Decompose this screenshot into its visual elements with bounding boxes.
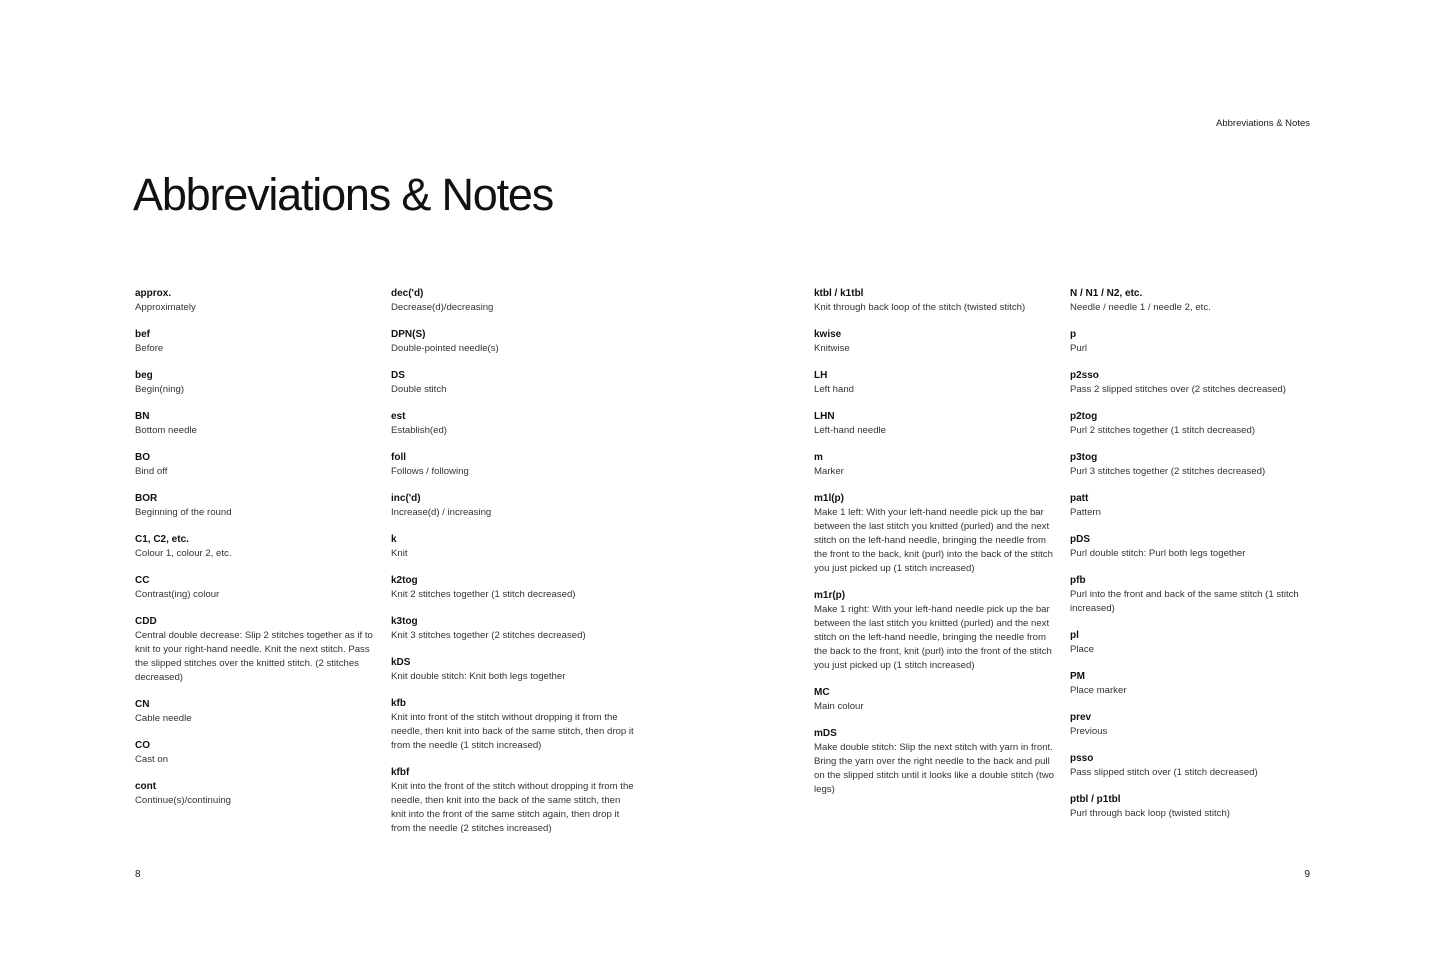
glossary-term: MC: [814, 687, 830, 698]
glossary-description: Approximately: [135, 302, 196, 313]
glossary-entry: [814, 369, 1058, 397]
page-title: Abbreviations & Notes: [133, 169, 554, 220]
glossary-term: est: [391, 411, 406, 422]
glossary-term: pfb: [1070, 575, 1086, 586]
glossary-description: Begin(ning): [135, 384, 185, 395]
glossary-entry: [135, 615, 385, 685]
abbreviation-column-3: [814, 287, 1058, 810]
glossary-description: Purl: [1070, 343, 1088, 354]
glossary-term: pl: [1070, 630, 1079, 641]
glossary-entry: [391, 287, 635, 315]
glossary-entry: [1070, 328, 1315, 356]
glossary-entry: [1070, 670, 1315, 698]
glossary-description: Cast on: [135, 754, 169, 765]
glossary-entry: [135, 780, 385, 808]
glossary-entry: [1070, 369, 1315, 397]
glossary-term: CC: [135, 575, 150, 586]
glossary-entry: [1070, 752, 1315, 780]
glossary-description: Pattern: [1070, 507, 1101, 518]
glossary-entry: [391, 766, 635, 836]
glossary-description: Continue(s)/continuing: [135, 795, 231, 806]
glossary-description: Pass slipped stitch over (1 stitch decreased): [1070, 767, 1258, 778]
glossary-description: Left-hand needle: [814, 425, 887, 436]
glossary-term: k3tog: [391, 616, 418, 627]
glossary-entry: [135, 328, 385, 356]
glossary-term: BOR: [135, 493, 158, 504]
glossary-description: Follows / following: [391, 466, 469, 477]
glossary-entry: [391, 656, 635, 684]
glossary-entry: [135, 574, 385, 602]
glossary-term: BN: [135, 411, 150, 422]
abbreviation-column-2: [391, 287, 635, 849]
glossary-term: m1r(p): [814, 590, 846, 601]
glossary-term: m1l(p): [814, 493, 844, 504]
glossary-term: p2sso: [1070, 370, 1099, 381]
glossary-term: dec('d): [391, 288, 424, 299]
glossary-term: approx.: [135, 288, 172, 299]
glossary-term: DPN(S): [391, 329, 426, 340]
glossary-entry: [814, 492, 1058, 576]
glossary-term: CO: [135, 740, 150, 751]
glossary-description: Knit 2 stitches together (1 stitch decreased): [391, 589, 576, 600]
glossary-entry: [1070, 711, 1315, 739]
glossary-description: Place: [1070, 644, 1094, 655]
glossary-entry: [814, 727, 1058, 797]
glossary-description: Marker: [814, 466, 844, 477]
glossary-entry: [391, 451, 635, 479]
page-number-left: 8: [135, 869, 141, 880]
glossary-description: Colour 1, colour 2, etc.: [135, 548, 232, 559]
glossary-description: Bind off: [135, 466, 168, 477]
glossary-description: Beginning of the round: [135, 507, 232, 518]
glossary-term: LH: [814, 370, 828, 381]
glossary-term: PM: [1070, 671, 1085, 682]
glossary-entry: [135, 698, 385, 726]
glossary-description: Knit double stitch: Knit both legs together: [391, 671, 566, 682]
glossary-description: Knit 3 stitches together (2 stitches decreased): [391, 630, 586, 641]
glossary-entry: [391, 574, 635, 602]
glossary-entry: [1070, 287, 1315, 315]
glossary-entry: [391, 492, 635, 520]
glossary-term: k: [391, 534, 397, 545]
glossary-term: kDS: [391, 657, 411, 668]
glossary-entry: [1070, 451, 1315, 479]
glossary-description: Central double decrease: Slip 2 stitches together as if to knit to your right-hand needle. Knit the next stitch. Pass the slipped stitches over the knitted stitch. (2 stitches decreased): [135, 630, 373, 683]
abbreviation-column-1: [135, 287, 385, 821]
glossary-entry: [814, 287, 1058, 315]
glossary-entry: [1070, 629, 1315, 657]
glossary-description: Knit through back loop of the stitch (twisted stitch): [814, 302, 1026, 313]
glossary-entry: [135, 369, 385, 397]
glossary-entry: [1070, 793, 1315, 821]
glossary-term: inc('d): [391, 493, 421, 504]
glossary-entry: [1070, 533, 1315, 561]
glossary-description: Left hand: [814, 384, 855, 395]
glossary-term: C1, C2, etc.: [135, 534, 189, 545]
glossary-description: Knit into front of the stitch without dropping it from the needle, then knit into back of the same stitch, then drop it from the needle (1 stitch increased): [391, 712, 634, 751]
glossary-description: Knitwise: [814, 343, 850, 354]
glossary-description: Bottom needle: [135, 425, 197, 436]
abbreviation-column-4: [1070, 287, 1315, 834]
running-header: Abbreviations & Notes: [1216, 118, 1310, 129]
glossary-entry: [1070, 574, 1315, 616]
glossary-entry: [135, 410, 385, 438]
glossary-description: Increase(d) / increasing: [391, 507, 492, 518]
glossary-term: N / N1 / N2, etc.: [1070, 288, 1143, 299]
glossary-description: Contrast(ing) colour: [135, 589, 220, 600]
glossary-description: Make double stitch: Slip the next stitch with yarn in front. Bring the yarn over the right needle to the back and pull on the slipped stitch until it looks like a double stitch (two legs): [814, 742, 1054, 795]
glossary-term: prev: [1070, 712, 1092, 723]
glossary-entry: [814, 328, 1058, 356]
glossary-term: foll: [391, 452, 406, 463]
glossary-description: Double stitch: [391, 384, 447, 395]
glossary-description: Needle / needle 1 / needle 2, etc.: [1070, 302, 1211, 313]
glossary-description: Main colour: [814, 701, 864, 712]
glossary-term: kfb: [391, 698, 406, 709]
glossary-description: Make 1 right: With your left-hand needle pick up the bar between the last stitch you knitted (purled) and the next stitch on the left-hand needle, bringing the needle from the back to the front, knit (purl) into the front of the stitch you just picked up (1 stitch increased): [814, 604, 1052, 671]
glossary-description: Purl through back loop (twisted stitch): [1070, 808, 1230, 819]
glossary-term: p3tog: [1070, 452, 1098, 463]
glossary-description: Purl double stitch: Purl both legs together: [1070, 548, 1246, 559]
glossary-description: Purl into the front and back of the same stitch (1 stitch increased): [1070, 589, 1299, 614]
glossary-entry: [391, 328, 635, 356]
glossary-entry: [135, 533, 385, 561]
glossary-entry: [391, 697, 635, 753]
glossary-entry: [135, 492, 385, 520]
glossary-term: DS: [391, 370, 405, 381]
page-number-right: 9: [1304, 869, 1310, 880]
glossary-term: pDS: [1070, 534, 1090, 545]
glossary-description: Purl 3 stitches together (2 stitches decreased): [1070, 466, 1266, 477]
glossary-term: LHN: [814, 411, 835, 422]
glossary-term: mDS: [814, 728, 837, 739]
glossary-description: Previous: [1070, 726, 1108, 737]
glossary-entry: [391, 533, 635, 561]
glossary-description: Decrease(d)/decreasing: [391, 302, 494, 313]
glossary-term: CN: [135, 699, 150, 710]
glossary-description: Make 1 left: With your left-hand needle pick up the bar between the last stitch you knitted (purled) and the next stitch on the left-hand needle, bringing the needle from the front to the back, knit (purl) into the back of the stitch you just picked up (1 stitch increased): [814, 507, 1053, 574]
glossary-term: ktbl / k1tbl: [814, 288, 864, 299]
glossary-entry: [391, 369, 635, 397]
glossary-description: Before: [135, 343, 164, 354]
glossary-description: Knit into the front of the stitch without dropping it from the needle, then knit into the back of the same stitch, then knit into the front of the same stitch again, then drop it from the needle (2 stitches increased): [391, 781, 634, 834]
glossary-term: beg: [135, 370, 153, 381]
glossary-term: kwise: [814, 329, 842, 340]
glossary-entry: [135, 451, 385, 479]
glossary-term: p: [1070, 329, 1077, 340]
glossary-term: cont: [135, 781, 157, 792]
glossary-description: Knit: [391, 548, 408, 559]
glossary-entry: [391, 410, 635, 438]
glossary-description: Purl 2 stitches together (1 stitch decreased): [1070, 425, 1256, 436]
glossary-entry: [814, 410, 1058, 438]
glossary-term: kfbf: [391, 767, 410, 778]
glossary-entry: [1070, 410, 1315, 438]
glossary-description: Place marker: [1070, 685, 1127, 696]
glossary-term: p2tog: [1070, 411, 1098, 422]
glossary-entry: [391, 615, 635, 643]
glossary-description: Cable needle: [135, 713, 192, 724]
glossary-term: m: [814, 452, 823, 463]
glossary-term: patt: [1070, 493, 1089, 504]
glossary-description: Establish(ed): [391, 425, 447, 436]
glossary-entry: [814, 686, 1058, 714]
glossary-term: CDD: [135, 616, 157, 627]
glossary-entry: [814, 451, 1058, 479]
glossary-term: BO: [135, 452, 150, 463]
glossary-entry: [814, 589, 1058, 673]
glossary-term: bef: [135, 329, 150, 340]
glossary-term: psso: [1070, 753, 1094, 764]
glossary-description: Pass 2 slipped stitches over (2 stitches decreased): [1070, 384, 1286, 395]
glossary-term: k2tog: [391, 575, 418, 586]
glossary-term: ptbl / p1tbl: [1070, 794, 1121, 805]
glossary-entry: [135, 739, 385, 767]
glossary-entry: [1070, 492, 1315, 520]
glossary-description: Double-pointed needle(s): [391, 343, 499, 354]
glossary-entry: [135, 287, 385, 315]
